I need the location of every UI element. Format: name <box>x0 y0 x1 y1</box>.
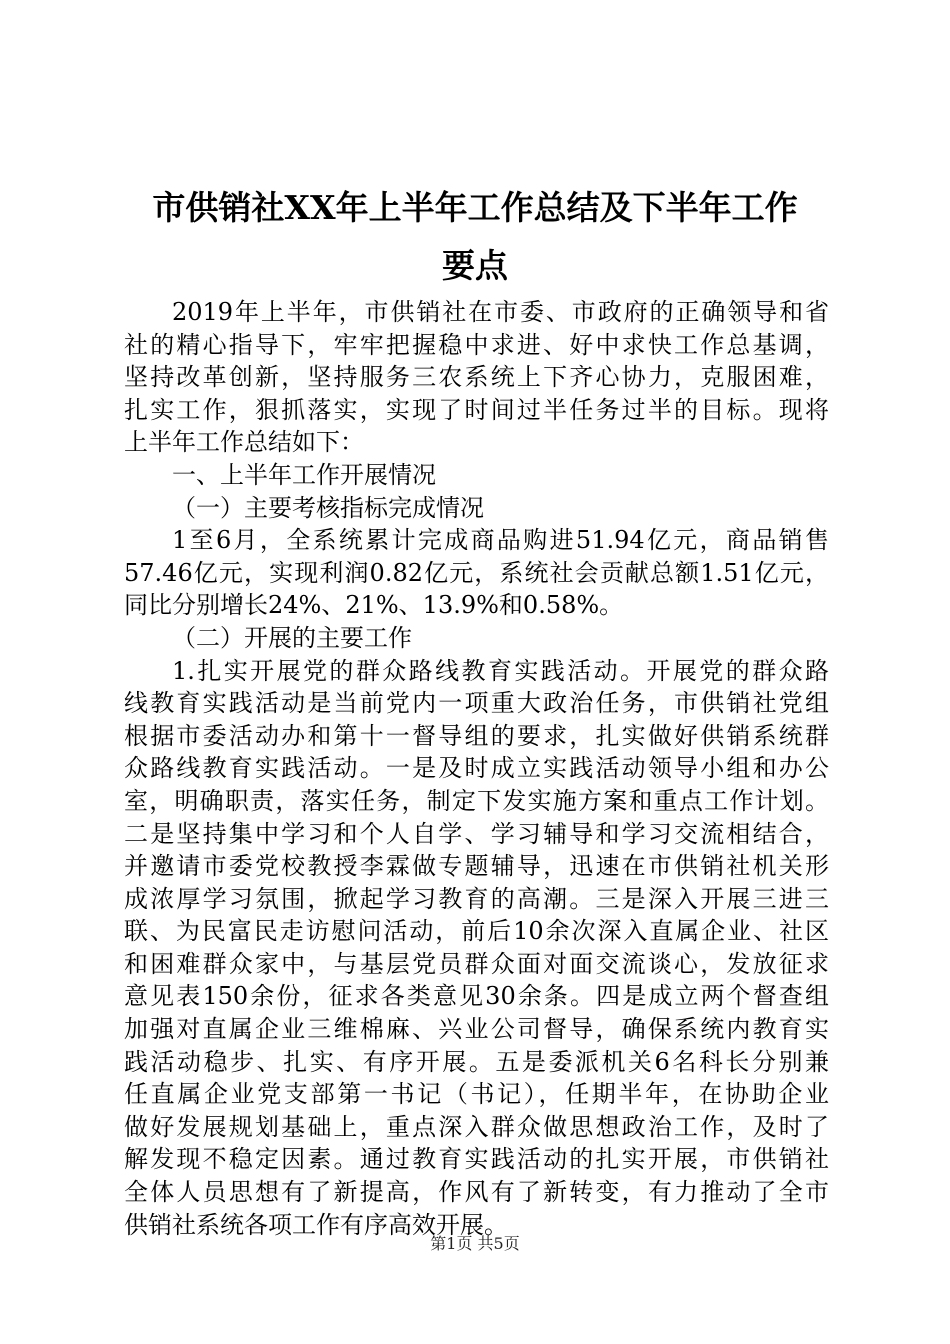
paragraph-line: 联、为民富民走访慰问活动，前后10余次深入直属企业、社区 <box>124 917 829 946</box>
paragraph-line: 供销社系统各项工作有序高效开展。 <box>124 1210 508 1239</box>
paragraph-line: 1.扎实开展党的群众路线教育实践活动。开展党的群众路 <box>172 656 829 685</box>
paragraph-line: 众路线教育实践活动。一是及时成立实践活动领导小组和办公 <box>124 754 829 783</box>
document-body <box>124 296 829 1241</box>
paragraph-line: 线教育实践活动是当前党内一项重大政治任务，市供销社党组 <box>124 689 829 718</box>
paragraph-line: 1至6月，全系统累计完成商品购进51.94亿元，商品销售 <box>172 526 829 555</box>
document-title-line-1: 市供销社XX年上半年工作总结及下半年工作 <box>152 188 798 227</box>
paragraph-line: 社的精心指导下，牢牢把握稳中求进、好中求快工作总基调， <box>124 330 829 359</box>
paragraph-line: 践活动稳步、扎实、有序开展。五是委派机关6名科长分别兼 <box>124 1047 829 1076</box>
paragraph-line: 2019年上半年，市供销社在市委、市政府的正确领导和省 <box>172 298 829 326</box>
section-heading: 一、上半年工作开展情况 <box>172 460 436 489</box>
paragraph-line: 加强对直属企业三维棉麻、兴业公司督导，确保系统内教育实 <box>124 1015 829 1044</box>
paragraph-line: 并邀请市委党校教授李霖做专题辅导，迅速在市供销社机关形 <box>124 852 829 881</box>
paragraph-line: 二是坚持集中学习和个人自学、学习辅导和学习交流相结合， <box>124 819 829 848</box>
paragraph-line: 解发现不稳定因素。通过教育实践活动的扎实开展，市供销社 <box>124 1145 829 1174</box>
paragraph-line: 全体人员思想有了新提高，作风有了新转变，有力推动了全市 <box>124 1178 829 1207</box>
subsection-heading: （二）开展的主要工作 <box>172 623 412 652</box>
paragraph-line: 根据市委活动办和第十一督导组的要求，扎实做好供销系统群 <box>124 721 829 750</box>
paragraph-line: 成浓厚学习氛围，掀起学习教育的高潮。三是深入开展三进三 <box>124 884 829 913</box>
paragraph-line: 做好发展规划基础上，重点深入群众做思想政治工作，及时了 <box>124 1112 829 1141</box>
document-title-line-2: 要点 <box>442 246 508 285</box>
paragraph-line: 意见表150余份，征求各类意见30余条。四是成立两个督查组 <box>124 982 829 1011</box>
page-footer: 第1页 共5页 <box>430 1234 520 1253</box>
paragraph-line: 任直属企业党支部第一书记（书记），任期半年，在协助企业 <box>124 1080 829 1109</box>
paragraph-line: 同比分别增长24%、21%、13.9%和0.58%。 <box>124 591 624 620</box>
paragraph-line: 室，明确职责，落实任务，制定下发实施方案和重点工作计划。 <box>124 786 829 815</box>
paragraph-line: 坚持改革创新，坚持服务三农系统上下齐心协力，克服困难， <box>124 363 829 392</box>
paragraph-line: 上半年工作总结如下： <box>124 428 364 457</box>
paragraph-line: 扎实工作，狠抓落实，实现了时间过半任务过半的目标。现将 <box>124 395 829 424</box>
paragraph-line: 57.46亿元，实现利润0.82亿元，系统社会贡献总额1.51亿元， <box>124 558 829 587</box>
paragraph-line: 和困难群众家中，与基层党员群众面对面交流谈心，发放征求 <box>124 949 829 978</box>
subsection-heading: （一）主要考核指标完成情况 <box>172 493 484 522</box>
